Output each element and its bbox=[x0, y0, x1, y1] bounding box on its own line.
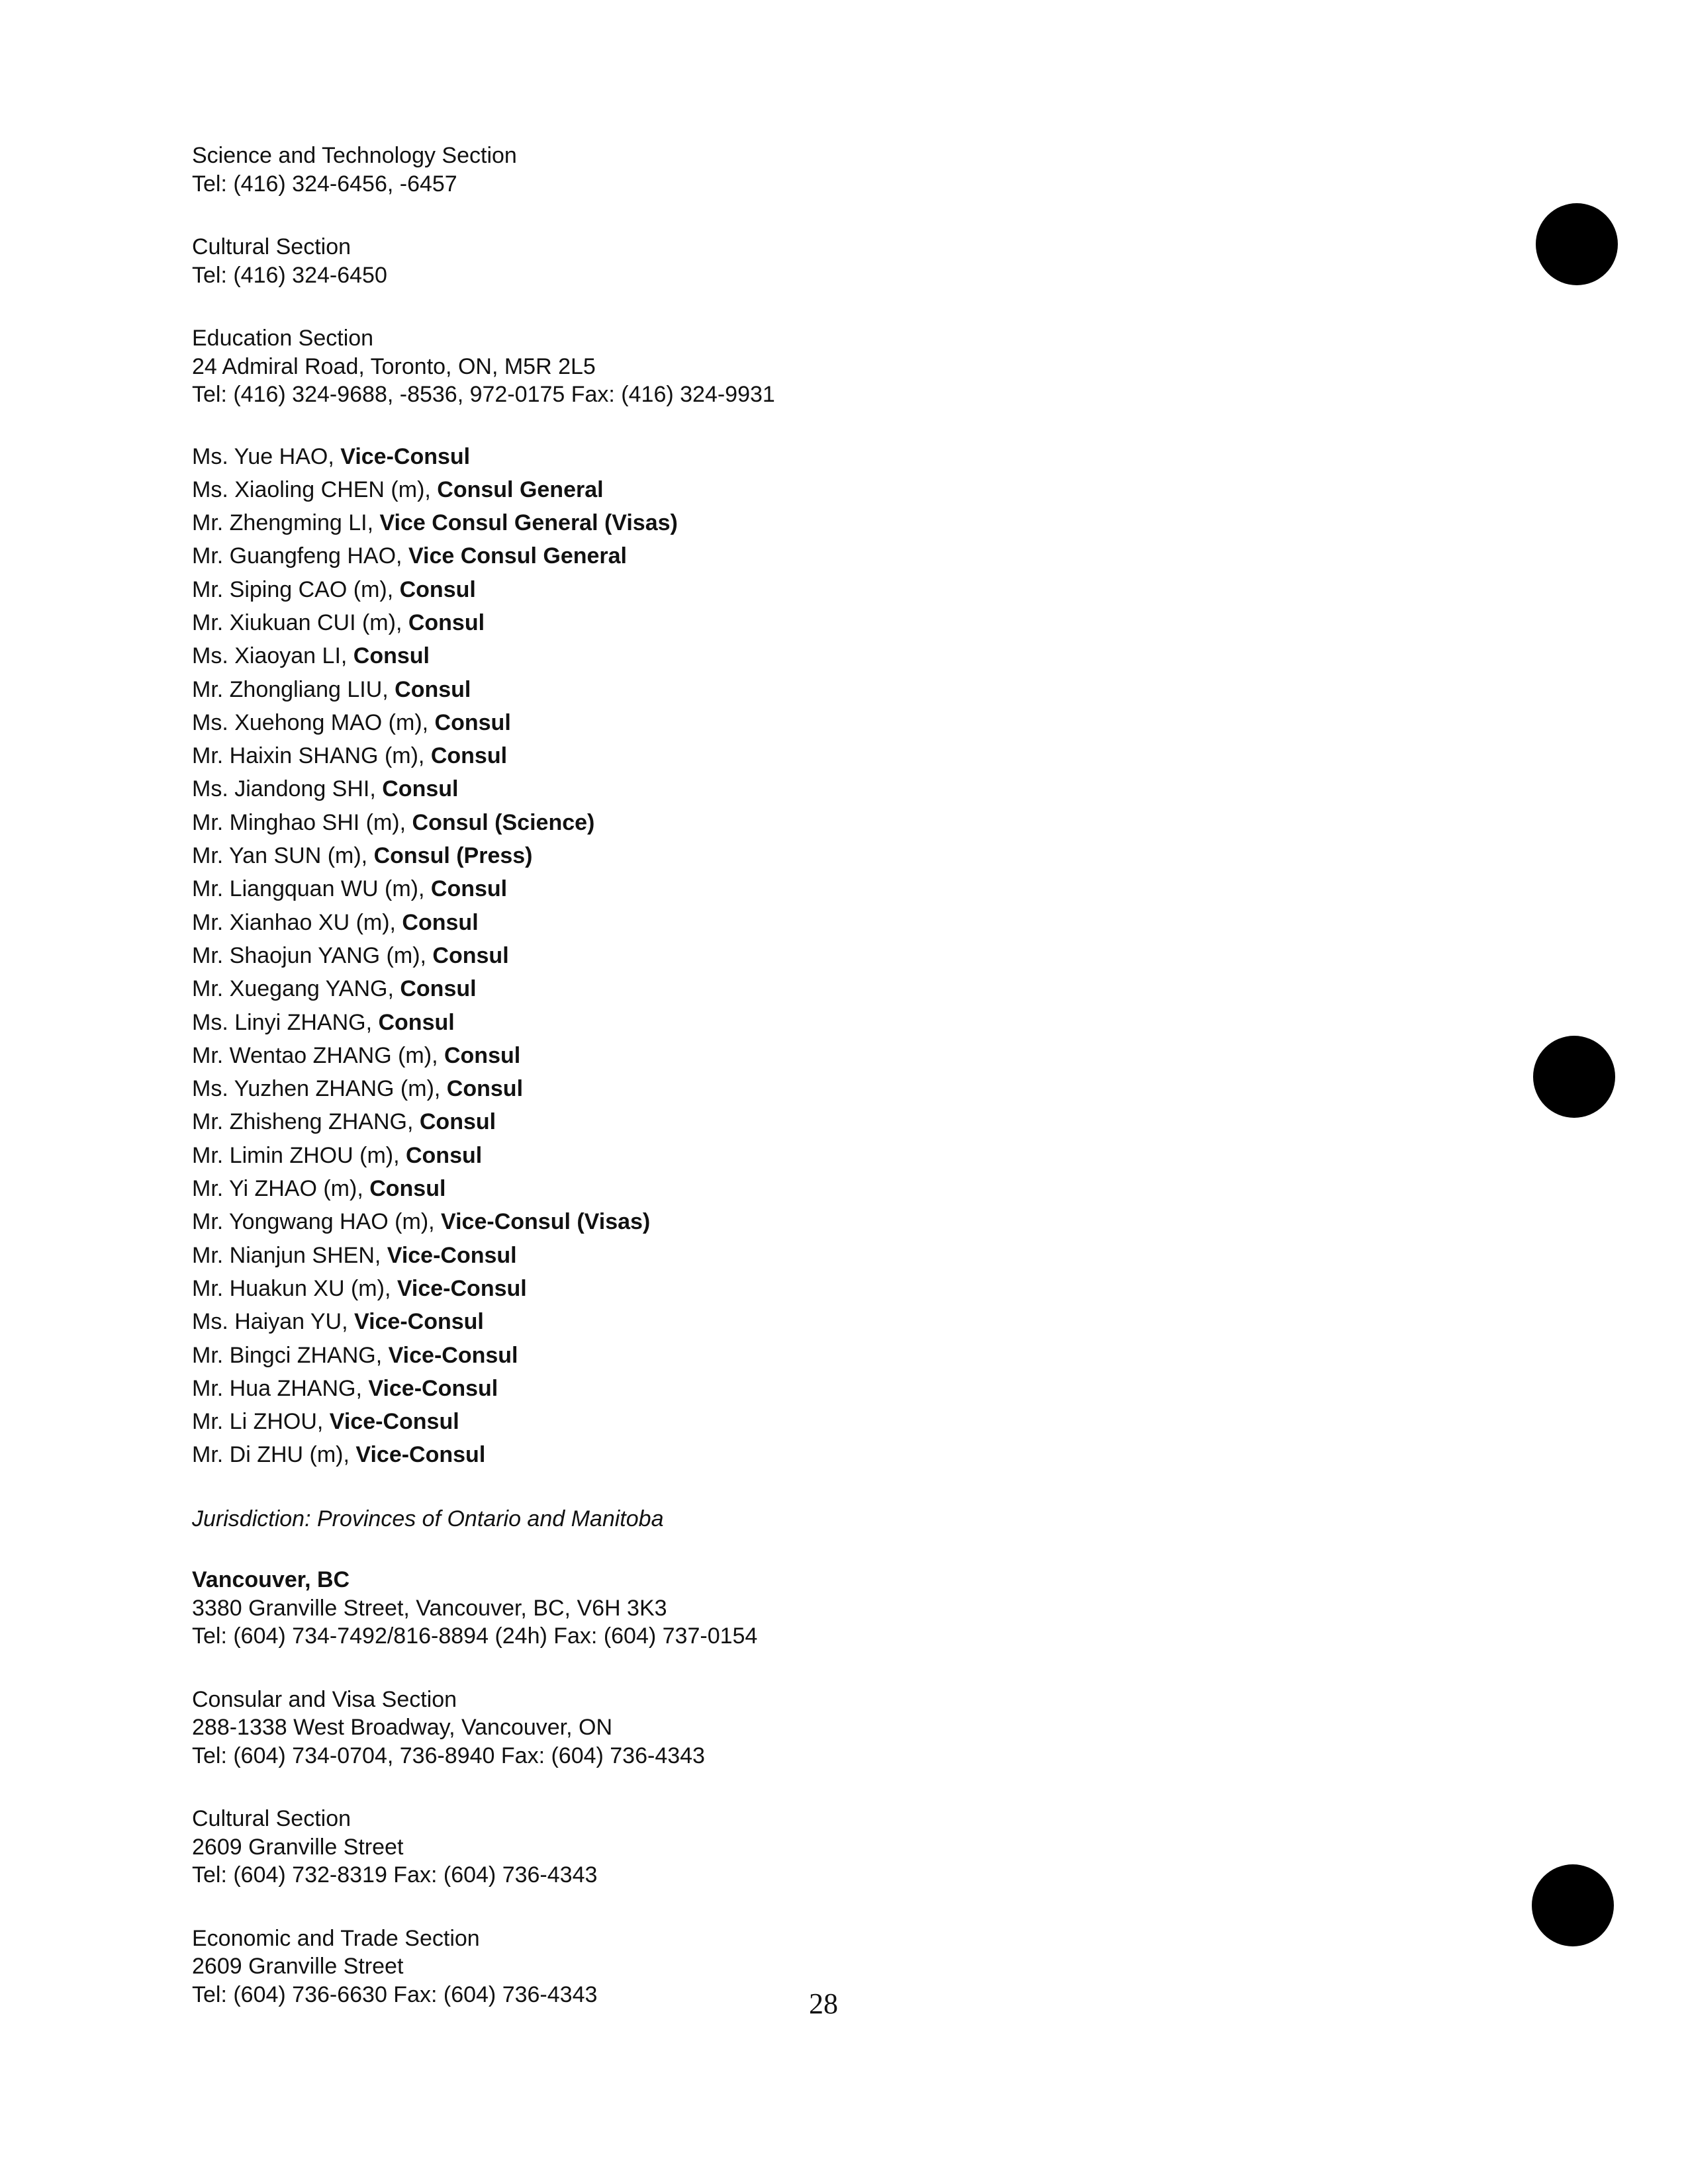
personnel-entry bbox=[192, 1039, 1383, 1072]
person-name: Mr. Di ZHU (m), bbox=[192, 1442, 356, 1468]
section-heading: Education Section bbox=[192, 326, 374, 351]
personnel-entry bbox=[192, 739, 1383, 772]
section-tel: Tel: (604) 734-0704, 736-8940 Fax: (604) 736-4343 bbox=[192, 1743, 705, 1768]
personnel-entry bbox=[192, 872, 1383, 905]
personnel-entry bbox=[192, 1239, 1383, 1272]
person-title: Consul bbox=[395, 676, 471, 702]
person-name: Mr. Bingci ZHANG, bbox=[192, 1342, 389, 1368]
person-title: Vice-Consul (Visas) bbox=[441, 1209, 651, 1235]
person-name: Mr. Nianjun SHEN, bbox=[192, 1242, 387, 1268]
personnel-entry bbox=[192, 606, 1383, 639]
jurisdiction-note: Jurisdiction: Provinces of Ontario and Manitoba bbox=[192, 1506, 664, 1531]
person-name: Mr. Minghao SHI (m), bbox=[192, 809, 412, 835]
binder-hole-punch bbox=[1536, 203, 1618, 285]
binder-hole-punch bbox=[1533, 1036, 1615, 1118]
person-name: Ms. Xuehong MAO (m), bbox=[192, 709, 435, 735]
person-title: Consul bbox=[430, 743, 508, 769]
person-name: Mr. Siping CAO (m), bbox=[192, 576, 400, 602]
person-title: Consul bbox=[432, 942, 509, 968]
person-name: Mr. Wentao ZHANG (m), bbox=[192, 1042, 444, 1068]
consulate-address: 3380 Granville Street, Vancouver, BC, V6H 3K3 bbox=[192, 1595, 667, 1621]
person-name: Mr. Shaojun YANG (m), bbox=[192, 942, 433, 968]
person-title: Vice-Consul bbox=[355, 1442, 486, 1468]
cultural-section-toronto bbox=[192, 233, 1383, 289]
personnel-entry bbox=[192, 1105, 1383, 1138]
person-name: Ms. Xiaoling CHEN (m), bbox=[192, 477, 438, 502]
person-title: Vice-Consul bbox=[387, 1242, 517, 1268]
person-title: Consul bbox=[434, 709, 511, 735]
person-name: Mr. Haixin SHANG (m), bbox=[192, 743, 431, 769]
section-address: 24 Admiral Road, Toronto, ON, M5R 2L5 bbox=[192, 353, 596, 379]
person-title: Consul bbox=[399, 576, 476, 602]
binder-hole-punch bbox=[1532, 1864, 1614, 1946]
person-title: Consul bbox=[444, 1042, 521, 1068]
person-title: Vice Consul General bbox=[408, 543, 627, 569]
person-name: Mr. Limin ZHOU (m), bbox=[192, 1142, 406, 1168]
consulate-tel: Tel: (604) 734-7492/816-8894 (24h) Fax: (604) 737-0154 bbox=[192, 1623, 758, 1649]
personnel-entry bbox=[192, 706, 1383, 739]
section-heading: Cultural Section bbox=[192, 1806, 352, 1832]
section-address: 2609 Granville Street bbox=[192, 1954, 404, 1979]
personnel-entry bbox=[192, 972, 1383, 1005]
section-heading: Economic and Trade Section bbox=[192, 1925, 480, 1951]
person-title: Consul bbox=[446, 1076, 524, 1102]
person-title: Consul bbox=[378, 1009, 455, 1035]
personnel-entry bbox=[192, 539, 1383, 572]
person-name: Ms. Xiaoyan LI, bbox=[192, 643, 353, 669]
person-title: Vice-Consul bbox=[388, 1342, 518, 1368]
person-name: Mr. Xianhao XU (m), bbox=[192, 909, 402, 935]
personnel-entry bbox=[192, 1272, 1383, 1305]
person-title: Consul bbox=[419, 1109, 496, 1135]
person-title: Consul bbox=[430, 876, 508, 902]
person-name: Mr. Yi ZHAO (m), bbox=[192, 1176, 370, 1202]
person-name: Ms. Haiyan YU, bbox=[192, 1309, 355, 1335]
person-title: Vice Consul General (Visas) bbox=[379, 510, 678, 536]
person-name: Mr. Zhongliang LIU, bbox=[192, 676, 395, 702]
section-tel: Tel: (604) 736-6630 Fax: (604) 736-4343 bbox=[192, 1981, 598, 2007]
personnel-entry bbox=[192, 1305, 1383, 1338]
economic-trade-section bbox=[192, 1925, 1383, 2009]
section-address: 2609 Granville Street bbox=[192, 1834, 404, 1860]
personnel-entry bbox=[192, 506, 1383, 539]
person-title: Vice-Consul bbox=[354, 1309, 484, 1335]
vancouver-consulate bbox=[192, 1566, 1383, 1651]
person-title: Consul bbox=[402, 909, 479, 935]
education-section bbox=[192, 324, 1383, 409]
person-title: Consul General bbox=[437, 477, 604, 502]
personnel-entry bbox=[192, 639, 1383, 672]
person-title: Consul bbox=[405, 1142, 483, 1168]
directory-content bbox=[192, 142, 1383, 2009]
personnel-entry bbox=[192, 1006, 1383, 1039]
personnel-entry bbox=[192, 573, 1383, 606]
person-name: Mr. Xuegang YANG, bbox=[192, 976, 400, 1002]
section-heading: Science and Technology Section bbox=[192, 143, 517, 168]
personnel-entry bbox=[192, 1438, 1383, 1471]
personnel-entry bbox=[192, 939, 1383, 972]
person-name: Ms. Jiandong SHI, bbox=[192, 776, 383, 802]
personnel-list bbox=[192, 440, 1383, 1472]
personnel-entry bbox=[192, 1072, 1383, 1105]
personnel-entry bbox=[192, 806, 1383, 839]
person-title: Consul bbox=[408, 610, 485, 635]
personnel-entry bbox=[192, 1372, 1383, 1405]
personnel-entry bbox=[192, 440, 1383, 473]
section-tel: Tel: (416) 324-6456, -6457 bbox=[192, 171, 457, 197]
person-name: Mr. Li ZHOU, bbox=[192, 1409, 330, 1435]
personnel-entry bbox=[192, 906, 1383, 939]
personnel-entry bbox=[192, 473, 1383, 506]
person-name: Ms. Yuzhen ZHANG (m), bbox=[192, 1076, 447, 1102]
person-name: Mr. Guangfeng HAO, bbox=[192, 543, 408, 569]
person-title: Consul bbox=[369, 1176, 446, 1202]
personnel-entry bbox=[192, 1205, 1383, 1238]
section-tel: Tel: (416) 324-9688, -8536, 972-0175 Fax: (416) 324-9931 bbox=[192, 382, 775, 407]
person-title: Consul bbox=[400, 976, 477, 1002]
person-name: Mr. Yan SUN (m), bbox=[192, 843, 374, 869]
person-name: Mr. Xiukuan CUI (m), bbox=[192, 610, 408, 635]
personnel-entry bbox=[192, 1405, 1383, 1438]
person-title: Consul (Press) bbox=[373, 843, 533, 869]
person-name: Mr. Hua ZHANG, bbox=[192, 1375, 369, 1401]
consular-visa-section bbox=[192, 1686, 1383, 1770]
section-address: 288-1338 West Broadway, Vancouver, ON bbox=[192, 1715, 613, 1741]
person-name: Mr. Zhisheng ZHANG, bbox=[192, 1109, 420, 1135]
person-title: Vice-Consul bbox=[368, 1375, 498, 1401]
person-name: Mr. Yongwang HAO (m), bbox=[192, 1209, 442, 1235]
person-title: Vice-Consul bbox=[329, 1409, 459, 1435]
person-title: Vice-Consul bbox=[397, 1275, 527, 1301]
section-tel: Tel: (604) 732-8319 Fax: (604) 736-4343 bbox=[192, 1862, 598, 1888]
person-name: Mr. Liangquan WU (m), bbox=[192, 876, 431, 902]
section-heading: Consular and Visa Section bbox=[192, 1686, 457, 1712]
person-name: Ms. Linyi ZHANG, bbox=[192, 1009, 379, 1035]
science-technology-section bbox=[192, 142, 1383, 198]
personnel-entry bbox=[192, 772, 1383, 805]
page-number: 28 bbox=[809, 1987, 838, 2020]
person-title: Consul bbox=[353, 643, 430, 669]
person-title: Consul (Science) bbox=[412, 809, 595, 835]
personnel-entry bbox=[192, 839, 1383, 872]
person-title: Consul bbox=[382, 776, 459, 802]
personnel-entry bbox=[192, 1172, 1383, 1205]
person-name: Ms. Yue HAO, bbox=[192, 443, 341, 469]
personnel-entry bbox=[192, 1339, 1383, 1372]
person-name: Mr. Huakun XU (m), bbox=[192, 1275, 397, 1301]
section-heading: Cultural Section bbox=[192, 234, 352, 259]
personnel-entry bbox=[192, 673, 1383, 706]
person-title: Vice-Consul bbox=[340, 443, 471, 469]
section-tel: Tel: (416) 324-6450 bbox=[192, 262, 387, 288]
personnel-entry bbox=[192, 1139, 1383, 1172]
cultural-section-vancouver bbox=[192, 1805, 1383, 1889]
city-heading: Vancouver, BC bbox=[192, 1567, 350, 1593]
person-name: Mr. Zhengming LI, bbox=[192, 510, 380, 536]
